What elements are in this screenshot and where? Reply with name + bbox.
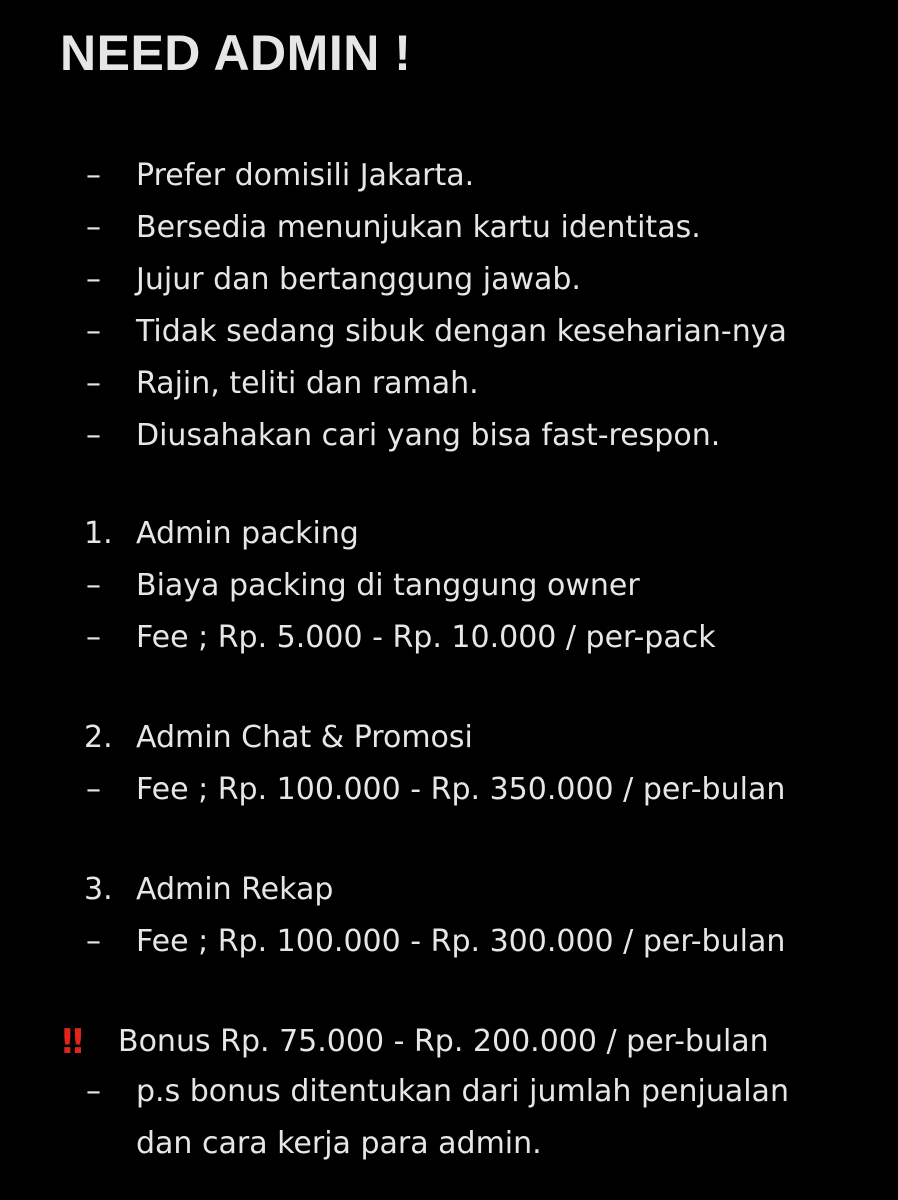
position-number: 3. [84, 872, 113, 907]
dash-bullet: – [86, 210, 101, 245]
page-title: NEED ADMIN ! [60, 25, 412, 81]
requirement-text: Prefer domisili Jakarta. [136, 158, 475, 193]
double-exclamation-icon: ‼ [62, 1022, 78, 1062]
dash-bullet: – [86, 314, 101, 349]
dash-bullet: – [86, 568, 101, 603]
position-fee: Fee ; Rp. 5.000 - Rp. 10.000 / per-pack [136, 620, 716, 655]
position-number: 1. [84, 516, 113, 551]
dash-bullet: – [86, 418, 101, 453]
position-number: 2. [84, 720, 113, 755]
bonus-text: Bonus Rp. 75.000 - Rp. 200.000 / per-bulan [118, 1024, 769, 1059]
dash-bullet: – [86, 772, 101, 807]
dash-bullet: – [86, 620, 101, 655]
requirement-text: Diusahakan cari yang bisa fast-respon. [136, 418, 721, 453]
dash-bullet: – [86, 158, 101, 193]
requirement-text: Jujur dan bertanggung jawab. [136, 262, 581, 297]
bonus-note: p.s bonus ditentukan dari jumlah penjualan [136, 1074, 789, 1109]
position-fee: Fee ; Rp. 100.000 - Rp. 300.000 / per-bulan [136, 924, 786, 959]
position-fee: Fee ; Rp. 100.000 - Rp. 350.000 / per-bulan [136, 772, 786, 807]
bonus-note: dan cara kerja para admin. [136, 1126, 542, 1161]
requirement-text: Rajin, teliti dan ramah. [136, 366, 479, 401]
position-name: Admin packing [136, 516, 359, 551]
dash-bullet: – [86, 262, 101, 297]
position-name: Admin Rekap [136, 872, 334, 907]
requirement-text: Bersedia menunjukan kartu identitas. [136, 210, 701, 245]
dash-bullet: – [86, 1074, 101, 1109]
dash-bullet: – [86, 366, 101, 401]
requirement-text: Tidak sedang sibuk dengan keseharian-nya [136, 314, 787, 349]
position-name: Admin Chat & Promosi [136, 720, 473, 755]
dash-bullet: – [86, 924, 101, 959]
position-detail: Biaya packing di tanggung owner [136, 568, 640, 603]
